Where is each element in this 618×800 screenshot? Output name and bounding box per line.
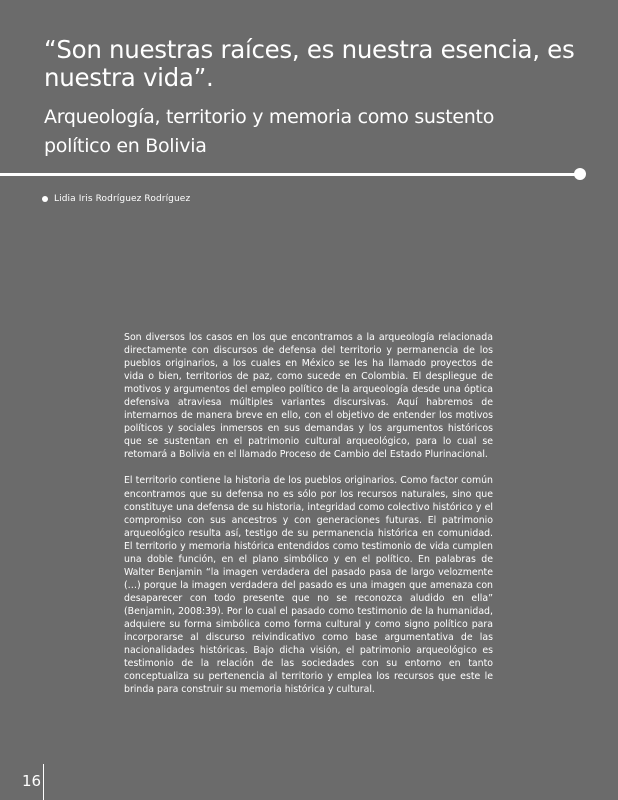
article-title: “Son nuestras raíces, es nuestra esencia, es nuestra vida”. (44, 35, 575, 92)
body-paragraph-1: Son diversos los casos en los que encontramos a la arqueología relacionada directamente con discursos de defensa del territorio y permanencia de los pueblos originarios, a los cuales en México se les ha llamado proyectos de vida o bien, territorios de paz, como sucede en Colombia. El despliegue de motivos y argumentos del empleo político de la arqueología desde una óptica defensiva atraviesa múltiples variantes discursivas. Aquí habremos de internarnos de manera breve en ello, con el objetivo de entender los motivos políticos y sociales inmersos en sus demandas y los argumentos históricos que se sustentan en el patrimonio cultural arqueológico, para lo cual se retomará a Bolivia en el llamado Proceso de Cambio del Estado Plurinacional. (124, 332, 493, 461)
article-subtitle: Arqueología, territorio y memoria como sustento político en Bolivia (44, 106, 495, 157)
footer-divider (43, 764, 44, 800)
body-paragraph-2: El territorio contiene la historia de los pueblos originarios. Como factor común encontramos que su defensa no es sólo por los recursos naturales, sino que constituye una defensa de su historia, integridad como colectivo histórico y el compromiso con sus ancestros y con generaciones futuras. El patrimonio arqueológico resulta así, testigo de su permanencia histórica en comunidad. El territorio y memoria histórica entendidos como testimonio de vida cumplen una doble función, en el plano simbólico y en el político. En palabras de Walter Benjamin “la imagen verdadera del pasado pasa de largo velozmente (…) porque la imagen verdadera del pasado es una imagen que amenaza con desaparecer con todo presente que no se reconozca aludido en ella” (Benjamin, 2008:39). Por lo cual el pasado como testimonio de la humanidad, adquiere su forma simbólica como forma cultural y como signo político para incorporarse al discurso reivindicativo como base argumentativa de las nacionalidades históricas. Bajo dicha visión, el patrimonio arqueológico es testimonio de la relación de las sociedades con su entorno en tanto conceptualiza su pertenencia al territorio y emplea los recursos que este le brinda para construir su memoria histórica y cultural. (124, 475, 493, 696)
author-line (42, 192, 190, 206)
author-name: Lidia Iris Rodríguez Rodríguez (54, 194, 191, 204)
header-divider (0, 173, 578, 176)
article-body (124, 331, 493, 696)
divider-end-dot (574, 168, 586, 180)
page-number: 16 (22, 772, 42, 790)
bullet-icon (42, 196, 48, 202)
